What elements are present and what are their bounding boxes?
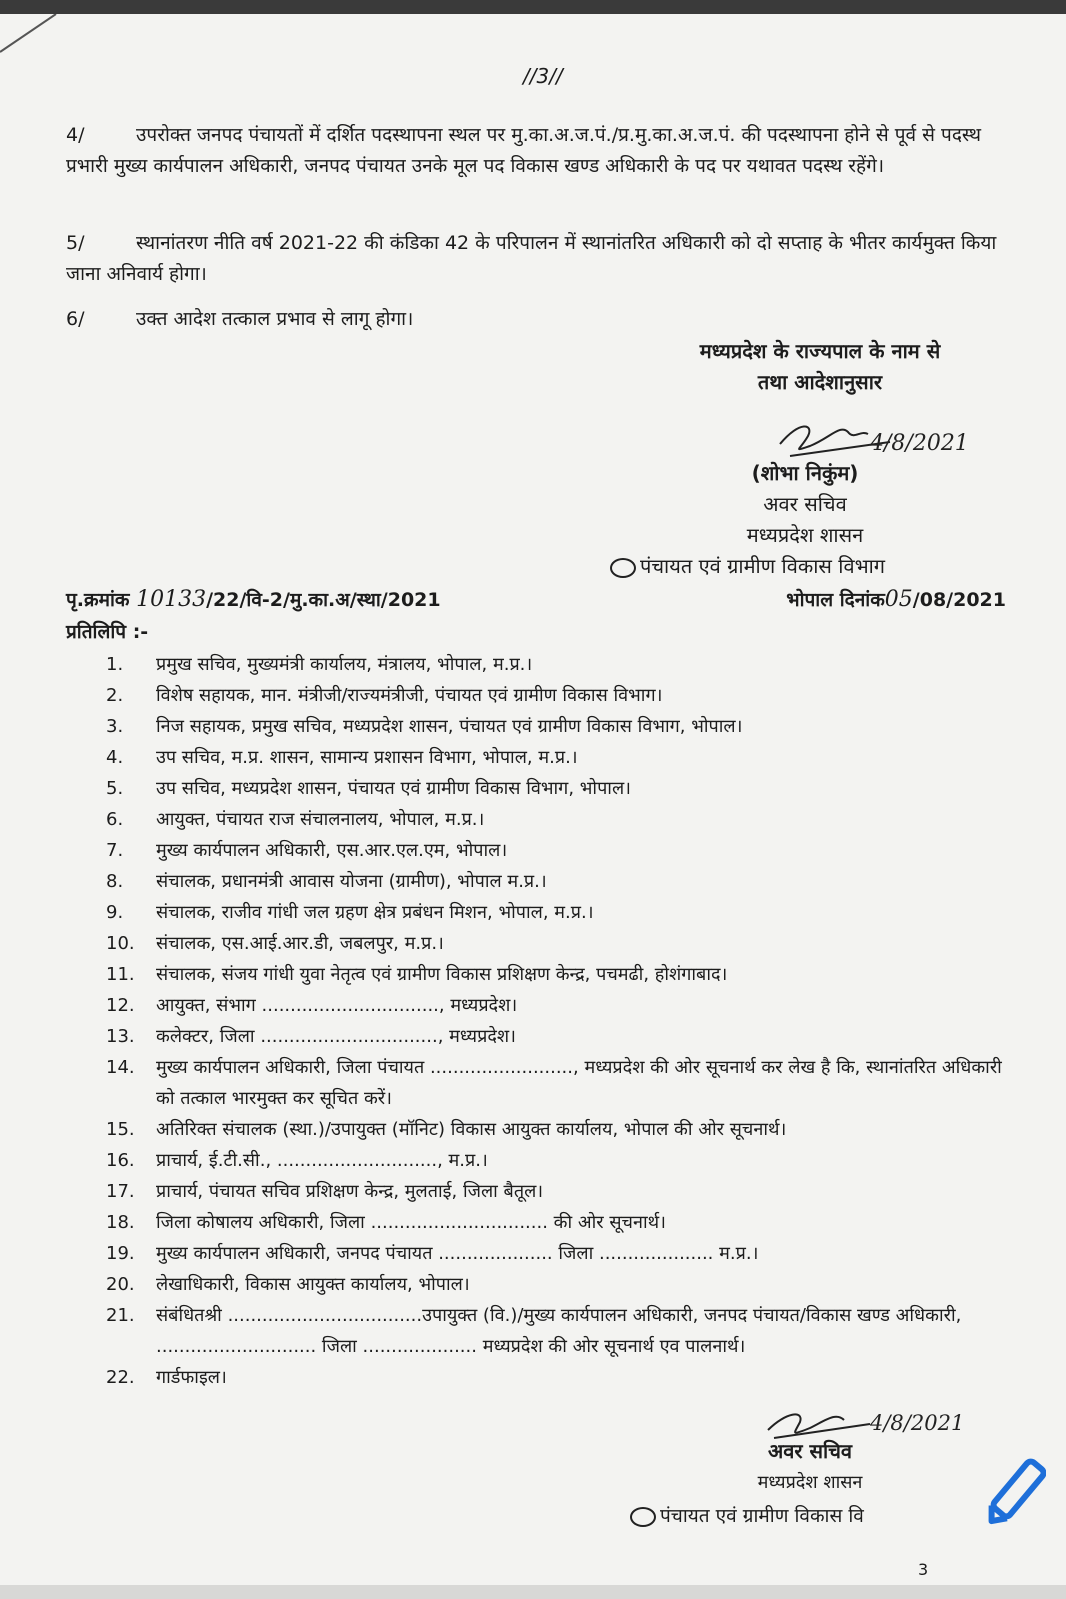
copy-item-number: 4. [106, 747, 124, 768]
paragraph-number: 6/ [66, 308, 85, 330]
copy-list-item [106, 804, 1006, 835]
footer-stamp-icon [630, 1507, 656, 1527]
paragraph-4 [66, 120, 1006, 182]
paragraph-text: उपरोक्त जनपद पंचायतों में दर्शित पदस्थापना स्थल पर मु.का.अ.ज.पं./प्र.मु.का.अ.ज.पं. की पदस्थापना होने से पूर्व से पदस्थ प्रभारी मुख्य कार्यपालन अधिकारी, जनपद पंचायत उनके मूल पद विकास खण्ड अधिकारी के पद पर यथावत पदस्थ रहेंगे। [66, 124, 982, 177]
copy-item-number: 13. [106, 1026, 135, 1047]
copy-list-item [106, 1021, 1006, 1052]
copy-list-item [106, 1238, 1006, 1269]
copy-list [106, 649, 1006, 1393]
date-handwritten-day: 05 [884, 587, 913, 612]
paragraph-6 [66, 304, 1006, 335]
footer-signatory [700, 1436, 920, 1498]
copy-item-text: संचालक, प्रधानमंत्री आवास योजना (ग्रामीण), भोपाल म.प्र.। [156, 871, 547, 892]
copy-list-item [106, 742, 1006, 773]
copy-item-text: संचालक, राजीव गांधी जल ग्रहण क्षेत्र प्रबंधन मिशन, भोपाल, म.प्र.। [156, 902, 594, 923]
copy-list-item [106, 680, 1006, 711]
copy-list-item [106, 1269, 1006, 1300]
stamp-icon [610, 558, 636, 578]
copy-item-text: कलेक्टर, जिला ..............................., मध्यप्रदेश। [156, 1026, 516, 1047]
copy-item-text: आयुक्त, पंचायत राज संचालनालय, भोपाल, म.प्र.। [156, 809, 485, 830]
copy-list-item [106, 1207, 1006, 1238]
copy-item-number: 15. [106, 1119, 135, 1140]
copy-item-number: 10. [106, 933, 135, 954]
copy-item-number: 16. [106, 1150, 135, 1171]
copy-item-number: 19. [106, 1243, 135, 1264]
date-label: भोपाल दिनांक [786, 589, 885, 611]
copy-item-text: अतिरिक्त संचालक (स्था.)/उपायुक्त (मॉनिट) विकास आयुक्त कार्यालय, भोपाल की ओर सूचनार्थ। [156, 1119, 787, 1140]
copy-list-item [106, 1362, 1006, 1393]
copy-item-text: उप सचिव, म.प्र. शासन, सामान्य प्रशासन विभाग, भोपाल, म.प्र.। [156, 747, 578, 768]
paragraph-text: उक्त आदेश तत्काल प्रभाव से लागू होगा। [136, 308, 414, 330]
reference-suffix: /22/वि-2/मु.का.अ/स्था/2021 [206, 589, 441, 611]
copy-item-number: 17. [106, 1181, 135, 1202]
signatory-name: (शोभा निकुंम) [751, 461, 859, 485]
copy-item-text: प्राचार्य, ई.टी.सी., ............................, म.प्र.। [156, 1150, 488, 1171]
copy-item-number: 14. [106, 1057, 135, 1078]
reference-line [66, 586, 1006, 618]
copy-item-text: लेखाधिकारी, विकास आयुक्त कार्यालय, भोपाल। [156, 1274, 470, 1295]
copy-list-item [106, 711, 1006, 742]
signature-date: 4/8/2021 [870, 431, 969, 456]
copy-list-item [106, 1300, 1006, 1362]
pen-icon[interactable] [986, 1452, 1046, 1532]
copy-list-item [106, 897, 1006, 928]
order-authority [640, 336, 1000, 398]
copy-item-number: 8. [106, 871, 124, 892]
page-number: //3// [523, 64, 563, 88]
copy-item-number: 18. [106, 1212, 135, 1233]
date-rest: /08/2021 [912, 589, 1006, 611]
copy-item-text: मुख्य कार्यपालन अधिकारी, एस.आर.एल.एम, भोपाल। [156, 840, 508, 861]
copy-item-text: जिला कोषालय अधिकारी, जिला ............................... की ओर सूचनार्थ। [156, 1212, 666, 1233]
reference-number [66, 586, 441, 612]
scan-bottom-edge [0, 1585, 1066, 1599]
reference-date [786, 586, 1006, 612]
copy-item-number: 7. [106, 840, 124, 861]
copy-item-number: 5. [106, 778, 124, 799]
copy-item-number: 22. [106, 1367, 135, 1388]
paragraph-5 [66, 228, 1006, 290]
copy-item-text: निज सहायक, प्रमुख सचिव, मध्यप्रदेश शासन, पंचायत एवं ग्रामीण विकास विभाग, भोपाल। [156, 716, 743, 737]
copy-item-text: मुख्य कार्यपालन अधिकारी, जनपद पंचायत .................... जिला .................... म.प्र.। [156, 1243, 759, 1264]
copy-item-number: 21. [106, 1305, 135, 1326]
footer-department-line [630, 1502, 864, 1528]
copy-item-number: 11. [106, 964, 135, 985]
copy-list-item [106, 1052, 1006, 1114]
copy-list-item [106, 773, 1006, 804]
copy-list-item [106, 959, 1006, 990]
copy-item-number: 12. [106, 995, 135, 1016]
copy-list-item [106, 1145, 1006, 1176]
copy-item-text: संचालक, संजय गांधी युवा नेतृत्व एवं ग्रामीण विकास प्रशिक्षण केन्द्र, पचमढी, होशंगाबाद। [156, 964, 728, 985]
copy-item-text: प्राचार्य, पंचायत सचिव प्रशिक्षण केन्द्र, मुलताई, जिला बैतूल। [156, 1181, 544, 1202]
copy-item-text: संबंधितश्री ..................................उपायुक्त (वि.)/मुख्य कार्यपालन अधिकारी, जनपद पंचायत/विकास खण्ड अधिकारी, ............................ जिला .................... मध्यप्रदेश की ओर सूचनार्थ एव पालनार्थ। [156, 1305, 962, 1357]
copy-list-item [106, 990, 1006, 1021]
copy-item-number: 9. [106, 902, 124, 923]
copy-item-text: मुख्य कार्यपालन अधिकारी, जिला पंचायत ........................., मध्यप्रदेश की ओर सूचनार्थ कर लेख है कि, स्थानांतरित अधिकारी को तत्काल भारमुक्त कर सूचित करें। [156, 1057, 1002, 1109]
paragraph-text: स्थानांतरण नीति वर्ष 2021-22 की कंडिका 42 के परिपालन में स्थानांतरित अधिकारी को दो सप्ताह के भीतर कार्यमुक्त किया जाना अनिवार्य होगा। [66, 232, 997, 285]
footer-office: मध्यप्रदेश शासन [757, 1472, 863, 1493]
department-name: पंचायत एवं ग्रामीण विकास विभाग [640, 554, 886, 578]
copy-list-item [106, 835, 1006, 866]
copy-heading: प्रतिलिपि :- [66, 621, 149, 643]
copy-item-text: प्रमुख सचिव, मुख्यमंत्री कार्यालय, मंत्रालय, भोपाल, म.प्र.। [156, 654, 533, 675]
copy-item-text: विशेष सहायक, मान. मंत्रीजी/राज्यमंत्रीजी, पंचायत एवं ग्रामीण विकास विभाग। [156, 685, 663, 706]
copy-item-text: उप सचिव, मध्यप्रदेश शासन, पंचायत एवं ग्रामीण विकास विभाग, भोपाल। [156, 778, 631, 799]
footer-designation: अवर सचिव [767, 1439, 853, 1463]
signatory-details [690, 458, 920, 551]
copy-item-number: 1. [106, 654, 124, 675]
footer-department: पंचायत एवं ग्रामीण विकास वि [660, 1505, 864, 1527]
reference-handwritten-number: 10133 [136, 587, 207, 612]
reference-prefix: पृ.क्रमांक [66, 589, 130, 611]
copy-item-number: 20. [106, 1274, 135, 1295]
signatory-designation: अवर सचिव [763, 492, 847, 516]
department-line [610, 552, 885, 579]
copy-item-number: 3. [106, 716, 124, 737]
copy-list-item [106, 866, 1006, 897]
copy-item-text: आयुक्त, संभाग ..............................., मध्यप्रदेश। [156, 995, 518, 1016]
footer-signature-date: 4/8/2021 [870, 1411, 965, 1435]
paragraph-number: 5/ [66, 232, 85, 254]
signatory-office: मध्यप्रदेश शासन [746, 523, 864, 547]
copy-list-item [106, 1176, 1006, 1207]
copy-item-number: 2. [106, 685, 124, 706]
copy-item-text: संचालक, एस.आई.आर.डी, जबलपुर, म.प्र.। [156, 933, 444, 954]
order-line-1: मध्यप्रदेश के राज्यपाल के नाम से [699, 339, 941, 363]
paragraph-number: 4/ [66, 124, 85, 146]
copy-item-number: 6. [106, 809, 124, 830]
copy-list-item [106, 649, 1006, 680]
copy-list-item [106, 928, 1006, 959]
copy-item-text: गार्डफाइल। [156, 1367, 227, 1388]
corner-page-number: 3 [918, 1560, 929, 1579]
copy-list-item [106, 1114, 1006, 1145]
order-line-2: तथा आदेशानुसार [757, 370, 883, 394]
